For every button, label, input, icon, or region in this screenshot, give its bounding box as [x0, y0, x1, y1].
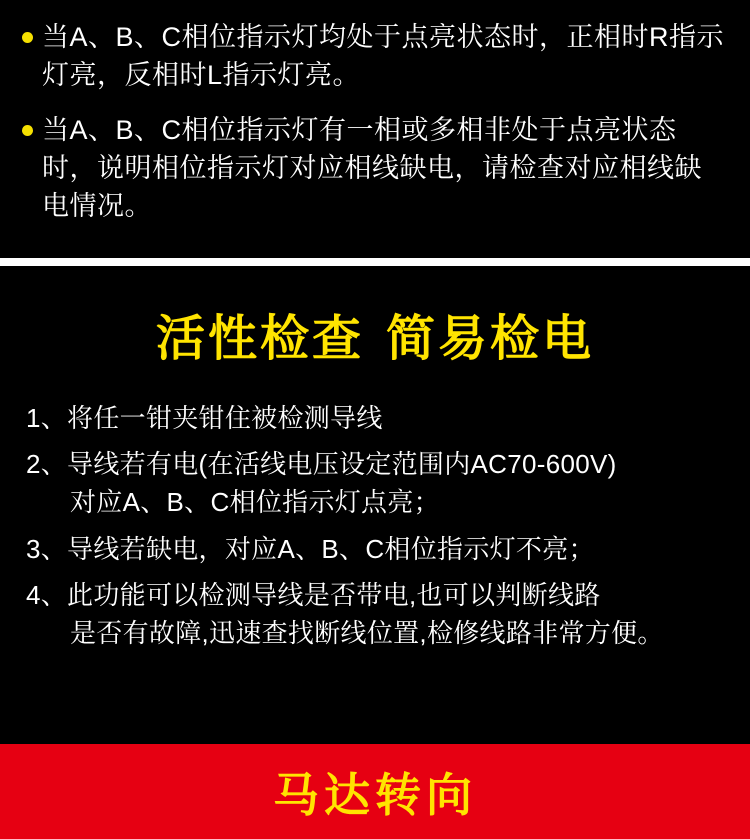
note-item: [22, 111, 728, 226]
note-item: [22, 18, 728, 95]
check-title-part1: 活性检查: [155, 311, 364, 366]
bullet-icon: [22, 125, 33, 136]
footer-band: [0, 744, 750, 839]
step-item: [26, 531, 730, 569]
check-section: [0, 266, 750, 688]
section-divider: [0, 258, 750, 266]
step-line-1: 1、将任一钳夹钳住被检测导线: [26, 402, 383, 433]
step-line-1: 2、导线若有电(在活线电压设定范围内AC70-600V): [26, 449, 617, 480]
footer-title: 马达转向: [273, 768, 477, 821]
step-item: [26, 446, 730, 521]
note-text: 当A、B、C相位指示灯有一相或多相非处于点亮状态时，说明相位指示灯对应相线缺电，请检查对应相线缺电情况。: [42, 114, 702, 222]
step-item: [26, 577, 730, 652]
step-line-2: 是否有故障,迅速查找断线位置,检修线路非常方便。: [70, 618, 664, 649]
step-item: [26, 400, 730, 438]
step-line-2: 对应A、B、C相位指示灯点亮；: [70, 487, 440, 518]
step-line-1: 3、导线若缺电，对应A、B、C相位指示灯不亮；: [26, 533, 595, 564]
note-text: 当A、B、C相位指示灯均处于点亮状态时，正相时R指示灯亮，反相时L指示灯亮。: [42, 22, 725, 91]
step-line-1: 4、此功能可以检测导线是否带电,也可以判断线路: [26, 580, 601, 611]
check-section-title: [20, 300, 730, 370]
notes-section: [0, 0, 750, 252]
bullet-icon: [22, 32, 33, 43]
steps-list: [20, 400, 730, 653]
check-title-part2: 简易检电: [386, 311, 595, 366]
